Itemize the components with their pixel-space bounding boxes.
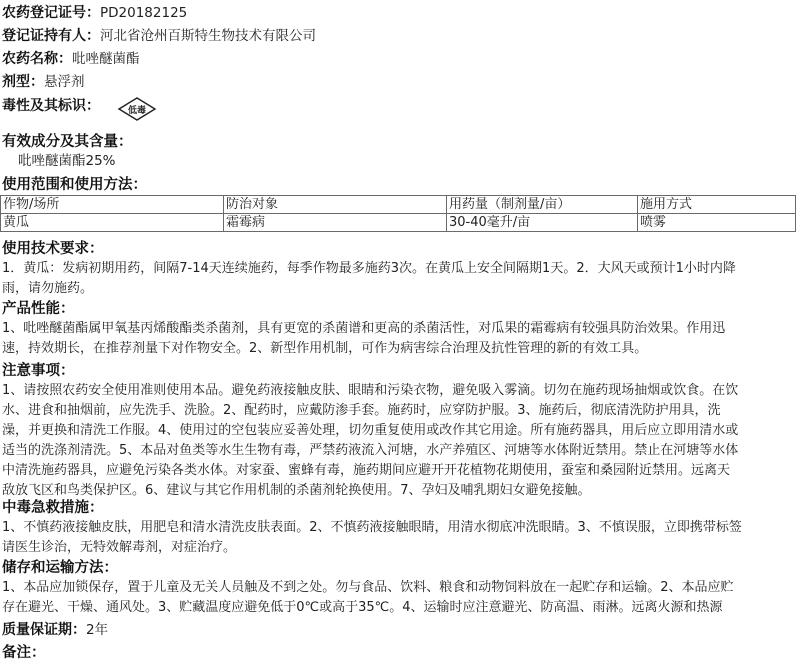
performance-line: 速，持效期长，在推荐剂量下对作物安全。2、新型作用机制，可作为病害综合治理及抗性管理的新的有效工具。 (2, 341, 648, 356)
notes-line: 澡，并更换和清洗工作服。4、使用过的空包装应妥善处理，切勿重复使用或改作其它用途。所有施药器具，用后应立即用清水或 (2, 423, 739, 438)
usage-cell-method: 喷雾 (638, 214, 796, 232)
usage-header-dosage: 用药量（制剂量/亩） (447, 196, 638, 214)
notes-heading: 注意事项： (2, 363, 75, 379)
usage-header-target: 防治对象 (224, 196, 447, 214)
usage-header-method: 施用方式 (638, 196, 796, 214)
first-aid-text (2, 518, 794, 558)
pesticide-name-value: 吡唑醚菌酯 (72, 51, 140, 67)
usage-cell-crop: 黄瓜 (1, 214, 224, 232)
registration-holder-value: 河北省沧州百斯特生物技术有限公司 (100, 28, 316, 44)
usage-cell-dosage: 30-40毫升/亩 (447, 214, 638, 232)
active-ingredient-value-row (18, 152, 116, 171)
performance-text (2, 319, 794, 359)
usage-header-crop: 作物/场所 (1, 196, 224, 214)
pesticide-name-row (2, 50, 140, 69)
usage-heading: 使用范围和使用方法： (2, 177, 147, 193)
performance-line: 1、吡唑醚菌酯属甲氧基丙烯酸酯类杀菌剂，具有更宽的杀菌谱和更高的杀菌活性，对瓜果的霜霉病有较强具防治效果。作用迅 (2, 321, 726, 336)
registration-holder-label: 登记证持有人： (2, 28, 100, 44)
tech-line: 1．黄瓜：发病初期用药，间隔7-14天连续施药，每季作物最多施药3次。在黄瓜上安全间隔期1天。2．大风天或预计1小时内降 (2, 261, 736, 276)
table-row (1, 214, 796, 232)
remarks-heading: 备注： (2, 645, 46, 661)
warranty-label: 质量保证期： (2, 622, 86, 638)
performance-heading: 产品性能： (2, 301, 75, 317)
usage-cell-target: 霜霉病 (224, 214, 447, 232)
warranty-value: 2年 (86, 622, 109, 638)
pesticide-name-label: 农药名称： (2, 51, 72, 67)
registration-number-value: PD20182125 (100, 5, 188, 21)
notes-line: 适当的洗涤剂清洗。5、本品对鱼类等水生生物有毒，严禁药液流入河塘，水产养殖区、河塘等水体附近禁用。禁止在河塘等水体 (2, 443, 739, 458)
notes-line: 中清洗施药器具，应避免污染各类水体。对家蚕、蜜蜂有毒，施药期间应避开开花植物花期使用，蚕室和桑园附近禁用。远离天 (2, 463, 731, 478)
notes-line: 1、请按照农药安全使用准则使用本品。避免药液接触皮肤、眼睛和污染衣物，避免吸入雾滴。切勿在施药现场抽烟或饮食。在饮 (2, 383, 739, 398)
tech-requirements-heading: 使用技术要求： (2, 241, 104, 257)
registration-holder-row (2, 27, 316, 46)
usage-table (0, 195, 796, 232)
tech-requirements-text (2, 259, 794, 299)
notes-line: 水、进食和抽烟前，应先洗手、洗脸。2、配药时，应戴防渗手套。施药时，应穿防护服。3、施药后，彻底清洗防护用具，洗 (2, 403, 721, 418)
toxicity-label: 毒性及其标识： (2, 98, 100, 114)
notes-line: 敌放飞区和鸟类保护区。6、建议与其它作用机制的杀菌剂轮换使用。7、孕妇及哺乳期妇女避免接触。 (2, 483, 591, 498)
tech-line: 雨，请勿施药。 (2, 281, 94, 296)
formulation-row (2, 73, 85, 92)
storage-line: 1、本品应加锁保存，置于儿童及无关人员触及不到之处。勿与食品、饮料、粮食和动物饲料放在一起贮存和运输。2、本品应贮 (2, 580, 734, 595)
first-aid-line: 请医生诊治，无特效解毒剂，对症治疗。 (2, 540, 237, 555)
formulation-value: 悬浮剂 (44, 74, 85, 90)
storage-text (2, 578, 794, 618)
active-ingredient-value: 吡唑醚菌酯25% (18, 153, 116, 169)
formulation-label: 剂型： (2, 74, 44, 90)
registration-number-row (2, 4, 187, 23)
active-ingredient-heading: 有效成分及其含量： (2, 134, 133, 150)
warranty-row (2, 621, 108, 640)
first-aid-line: 1、不慎药液接触皮肤，用肥皂和清水清洗皮肤表面。2、不慎药液接触眼睛，用清水彻底冲洗眼睛。3、不慎误服，立即携带标签 (2, 520, 742, 535)
notes-text (2, 381, 794, 501)
storage-line: 存在避光、干燥、通风处。3、贮藏温度应避免低于0℃或高于35℃。4、运输时应注意避光、防高温、雨淋。远离火源和热源 (2, 600, 723, 615)
storage-heading: 储存和运输方法： (2, 560, 118, 576)
toxicity-row (2, 97, 100, 116)
first-aid-heading: 中毒急救措施： (2, 500, 104, 516)
usage-table-header-row (1, 196, 796, 214)
low-toxicity-badge-icon (117, 96, 157, 122)
low-toxicity-badge-text: 低毒 (127, 106, 147, 116)
registration-number-label: 农药登记证号： (2, 5, 100, 21)
